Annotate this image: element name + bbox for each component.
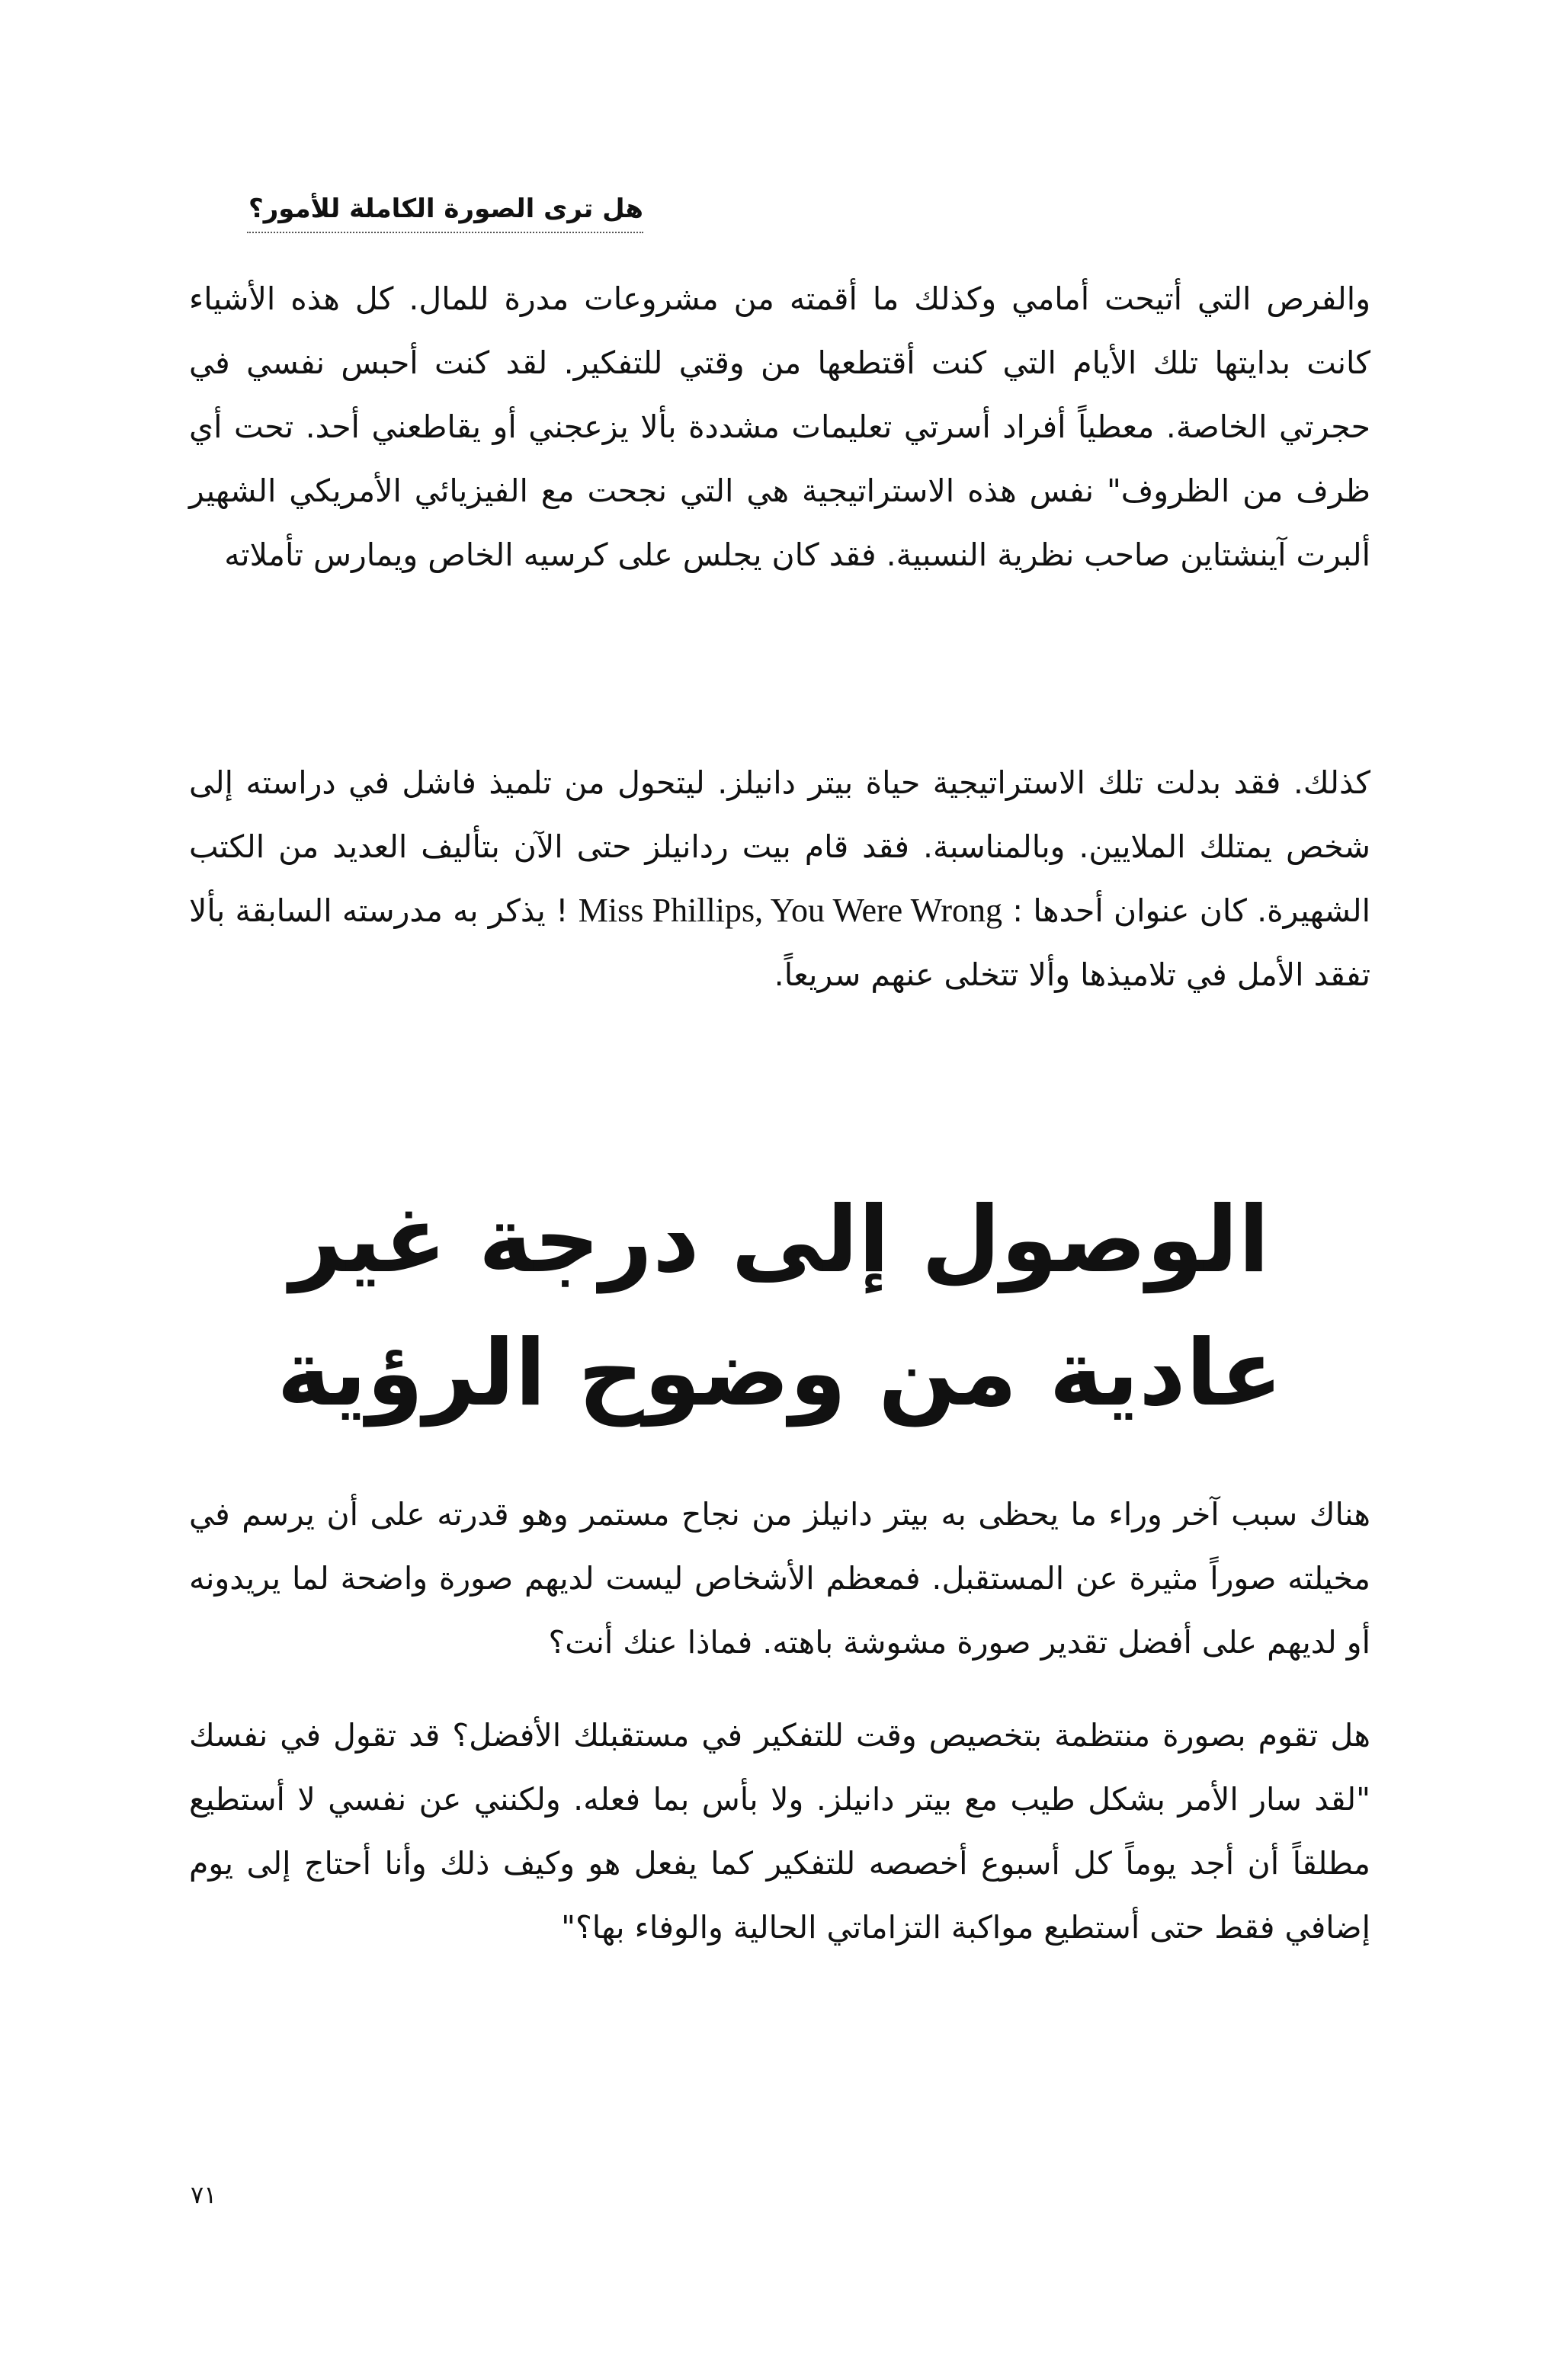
header-divider <box>247 232 643 233</box>
paragraph-2-text-before: كذلك. فقد بدلت تلك الاستراتيجية حياة بيتر دانيلز. ليتحول من تلميذ فاشل في دراسته إلى شخص يمتلك الملايين. وبالمناسبة. فقد قام بيت ردانيلز حتى الآن بتأليف العديد من الكتب الشهيرة. كان عنوان أحدها : <box>189 764 1370 929</box>
paragraph-1: والفرص التي أتيحت أمامي وكذلك ما أقمته من مشروعات مدرة للمال. كل هذه الأشياء كانت بدايتها تلك الأيام التي كنت أقتطعها من وقتي للتفكير. لقد كنت أحبس نفسي في حجرتي الخاصة. معطياً أفراد أسرتي تعليمات مشددة بألا يزعجني أو يقاطعني أحد. تحت أي ظرف من الظروف" نفس هذه الاستراتيجية هي التي نجحت مع الفيزيائي الأمريكي الشهير ألبرت آينشتاين صاحب نظرية النسبية. فقد كان يجلس على كرسيه الخاص ويمارس تأملاته <box>189 280 1370 573</box>
paragraph-4: هل تقوم بصورة منتظمة بتخصيص وقت للتفكير في مستقبلك الأفضل؟ قد تقول في نفسك "لقد سار الأمر بشكل طيب مع بيتر دانيلز. ولا بأس بما فعله. ولكنني عن نفسي لا أستطيع مطلقاً أن أجد يوماً كل أسبوع أخصصه للتفكير كما يفعل هو وكيف ذلك وأنا أحتاج إلى يوم إضافي فقط حتى أستطيع مواكبة التزاماتي الحالية والوفاء بها؟" <box>189 1717 1370 1946</box>
section-heading-line-2: عادية من وضوح الرؤية <box>277 1321 1283 1427</box>
running-header-title: هل ترى الصورة الكاملة للأمور؟ <box>248 194 643 224</box>
paragraph-3: هناك سبب آخر وراء ما يحظى به بيتر دانيلز من نجاح مستمر وهو قدرته على أن يرسم في مخيلته صوراً مثيرة عن المستقبل. فمعظم الأشخاص ليست لديهم صورة واضحة لما يريدونه أو لديهم على أفضل تقدير صورة مشوشة باهته. فماذا عنك أنت؟ <box>189 1496 1370 1661</box>
paragraph-2-text-after: ! يذكر به مدرسته السابقة بألا تفقد الأمل في تلاميذها وألا تتخلى عنهم سريعاً. <box>189 892 1370 993</box>
section-heading-line-1: الوصول إلى درجة غير <box>290 1187 1270 1293</box>
page-number: ٧١ <box>191 2180 217 2209</box>
section-heading <box>189 1174 1370 1440</box>
paragraph-2 <box>189 751 1370 1007</box>
book-title-latin: Miss Phillips, You Were Wrong <box>578 892 1003 929</box>
